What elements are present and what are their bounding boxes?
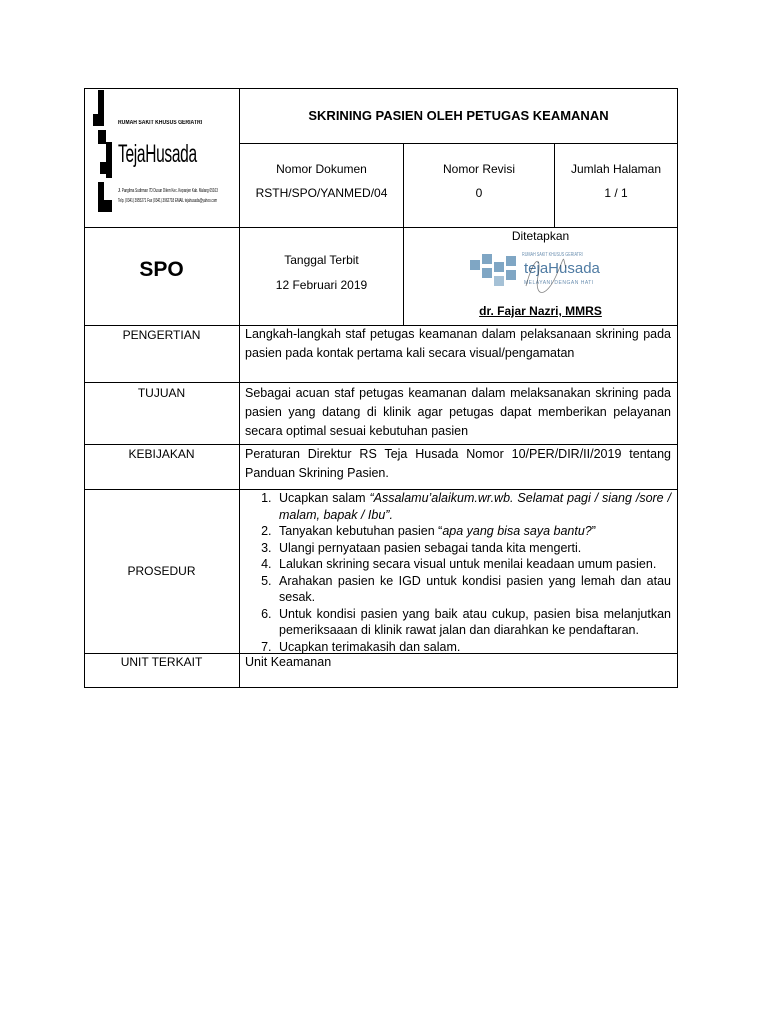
prosedur-item: 3. Ulangi pernyataan pasien sebagai tanda kita mengerti. (275, 540, 671, 557)
unit-terkait-text: Unit Keamanan (245, 655, 332, 669)
prosedur-item-1-text: Ucapkan salam (279, 491, 370, 505)
stamp-name: tejaHusada (524, 260, 600, 277)
signatory-name: dr. Fajar Nazri, MMRS (479, 304, 602, 318)
prosedur-item-2-text: Tanyakan kebutuhan pasien “ (279, 524, 443, 538)
official-stamp (464, 246, 616, 302)
border-bottom (84, 687, 678, 688)
spo-document (84, 88, 678, 688)
document-title: SKRINING PASIEN OLEH PETUGAS KEAMANAN (308, 108, 609, 123)
logo-top-text: RUMAH SAKIT KHUSUS GERIATRI (118, 120, 203, 126)
rule-col1 (239, 88, 240, 688)
tanggal-terbit-value: 12 Februari 2019 (275, 278, 368, 292)
prosedur-item: 5. Arahakan pasien ke IGD untuk kondisi pasien yang lemah dan atau sesak. (275, 573, 671, 606)
prosedur-label: PROSEDUR (127, 564, 196, 578)
jumlah-halaman-label: Jumlah Halaman (570, 162, 662, 176)
rule-title-bottom (239, 143, 678, 144)
stamp-motto: MELAYANI DENGAN HATI (524, 280, 594, 286)
kebijakan-label: KEBIJAKAN (128, 447, 195, 461)
nomor-revisi-label: Nomor Revisi (442, 162, 515, 176)
prosedur-item (275, 490, 671, 523)
pengertian-text: Langkah-langkah staf petugas keamanan dalam pelaksanaan skrining pada pasien pada kontak pertama kali secara visual/pengamatan (245, 327, 671, 360)
prosedur-item (275, 523, 671, 540)
unit-terkait-label: UNIT TERKAIT (120, 655, 203, 669)
logo-address: Jl. Panglima Sudirman 7D Dusun Dilem Kec. Kepanjen Kab. Malang 65163 (118, 188, 218, 194)
border-top (84, 88, 678, 89)
border-right (677, 88, 678, 688)
prosedur-item-2-question: apa yang bisa saya bantu? (442, 524, 592, 538)
rule-header-bottom (84, 227, 678, 228)
jumlah-halaman-value: 1 / 1 (604, 186, 628, 200)
nomor-dokumen-label: Nomor Dokumen (276, 162, 367, 176)
nomor-revisi-value: 0 (475, 186, 483, 200)
prosedur-item: 7. Ucapkan terimakasih dan salam. (275, 639, 671, 656)
hospital-logo (88, 90, 234, 220)
kebijakan-text: Peraturan Direktur RS Teja Husada Nomor 10/PER/DIR/II/2019 tentang Panduan Skrining Pasien. (245, 447, 671, 480)
prosedur-item-2-suffix: ” (591, 524, 596, 538)
prosedur-item: 6. Untuk kondisi pasien yang baik atau cukup, pasien bisa melanjutkan pemeriksaaan di klinik rawat jalan dan diarahkan ke pendaftaran. (275, 606, 671, 639)
nomor-dokumen-value: RSTH/SPO/YANMED/04 (255, 186, 388, 200)
signature-scribble (516, 246, 576, 302)
pengertian-label: PENGERTIAN (122, 328, 201, 342)
rule-pengertian-bottom (84, 382, 678, 383)
tujuan-text: Sebagai acuan staf petugas keamanan dalam melaksanakan skrining pada pasien yang datang di klinik agar petugas dapat memberikan pelayanan secara optimal sesuai kebutuhan pasien (245, 386, 671, 438)
prosedur-item-1-greeting: “Assalamu’alaikum.wr.wb. Selamat pagi / siang /sore / malam, bapak / Ibu”. (279, 491, 672, 522)
spo-label: SPO (139, 258, 184, 281)
rule-col3 (554, 143, 555, 227)
prosedur-list (245, 490, 671, 655)
ditetapkan-label: Ditetapkan (511, 229, 570, 243)
logo-contact: Telp. (0341) 3955271 Fax (0341) 3962718 EMAIL tejahusada@yahoo.com (118, 198, 218, 204)
logo-name: TejaHusada (118, 140, 197, 168)
tujuan-label: TUJUAN (137, 386, 186, 400)
stamp-top-text: RUMAH SAKIT KHUSUS GERIATRI (522, 252, 583, 258)
tanggal-terbit-label: Tanggal Terbit (284, 253, 359, 267)
prosedur-item: 4. Lalukan skrining secara visual untuk menilai keadaan umum pasien. (275, 556, 671, 573)
